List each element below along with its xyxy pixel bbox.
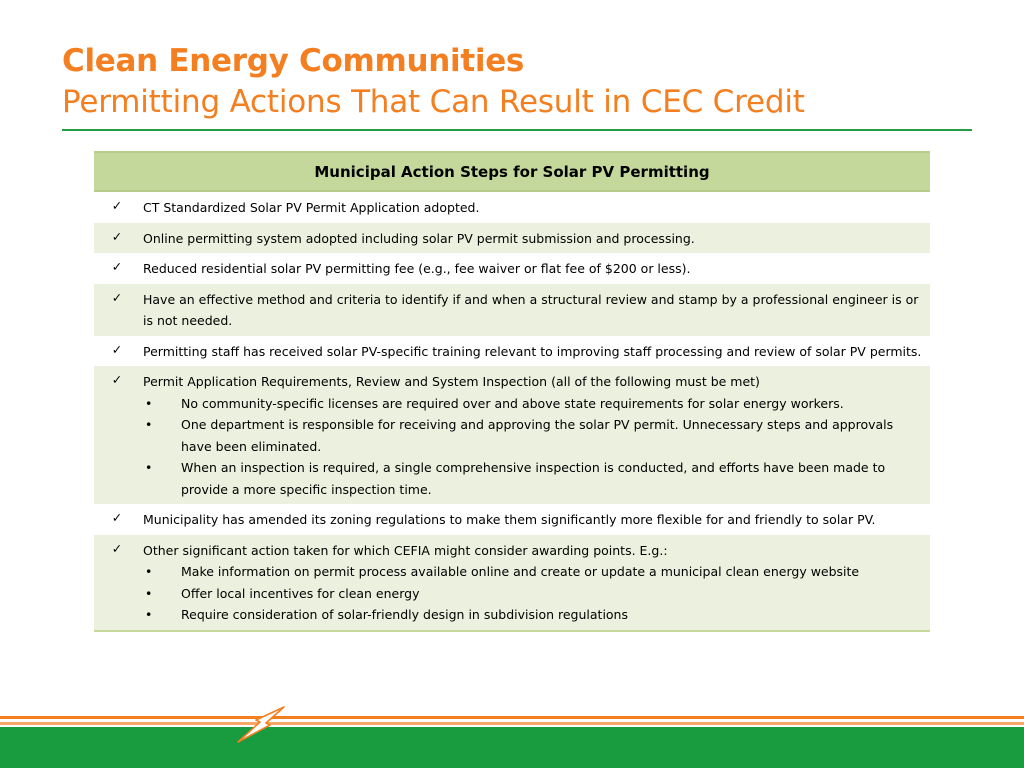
list-item-text: One department is responsible for receiving and approving the solar PV permit. Unnecessary steps and approvals have been eliminated. <box>181 417 894 454</box>
table-row <box>94 223 930 254</box>
footer-bar <box>0 727 1024 768</box>
action-cell <box>140 504 930 535</box>
list-item <box>143 414 924 457</box>
table-row <box>94 535 930 631</box>
sub-requirements-list <box>143 561 924 626</box>
checkmark-icon: ✓ <box>94 284 140 336</box>
checkmark-icon: ✓ <box>94 366 140 504</box>
bullet-icon: • <box>145 417 153 432</box>
checkmark-icon: ✓ <box>94 223 140 254</box>
action-text: Have an effective method and criteria to identify if and when a structural review and stamp by a professional engineer is or is not needed. <box>143 291 919 328</box>
action-steps-table <box>94 151 930 632</box>
lightning-bolt-icon <box>236 706 288 744</box>
table-row <box>94 253 930 284</box>
action-text: Permit Application Requirements, Review and System Inspection (all of the following must be met) <box>143 374 760 389</box>
checkmark-icon: ✓ <box>94 253 140 284</box>
table-row <box>94 284 930 336</box>
checkmark-icon: ✓ <box>94 191 140 223</box>
action-text: Online permitting system adopted including solar PV permit submission and processing. <box>143 230 695 246</box>
action-cell <box>140 223 930 254</box>
list-item-text: When an inspection is required, a single comprehensive inspection is conducted, and efforts have been made to provide a more specific inspection time. <box>181 460 886 497</box>
list-item <box>143 393 924 415</box>
list-item <box>143 561 924 583</box>
action-cell <box>140 535 930 631</box>
table-header: Municipal Action Steps for Solar PV Permitting <box>94 152 930 191</box>
checkmark-icon: ✓ <box>94 535 140 631</box>
bullet-icon: • <box>145 564 153 579</box>
bullet-icon: • <box>145 395 153 411</box>
action-text: CT Standardized Solar PV Permit Application adopted. <box>143 200 480 215</box>
action-text: Municipality has amended its zoning regulations to make them significantly more flexible for and friendly to solar PV. <box>143 512 876 527</box>
checkmark-icon: ✓ <box>94 336 140 367</box>
table-body <box>94 191 930 631</box>
page-subtitle: Permitting Actions That Can Result in CEC Credit <box>62 84 805 120</box>
list-item-text: Require consideration of solar-friendly design in subdivision regulations <box>181 607 628 622</box>
list-item-text: Make information on permit process available online and create or update a municipal clean energy website <box>181 564 860 579</box>
title-block <box>62 40 982 122</box>
bullet-icon: • <box>145 607 153 622</box>
checkmark-icon: ✓ <box>94 504 140 535</box>
action-cell <box>140 366 930 504</box>
list-item <box>143 583 924 605</box>
page-title: Clean Energy Communities <box>62 43 525 79</box>
table-header-row <box>94 152 930 191</box>
table-row <box>94 191 930 223</box>
list-item <box>143 604 924 626</box>
action-text: Reduced residential solar PV permitting fee (e.g., fee waiver or flat fee of $200 or less). <box>143 261 691 276</box>
title-divider <box>62 129 972 131</box>
action-cell <box>140 191 930 223</box>
sub-requirements-list <box>143 393 924 501</box>
action-text: Permitting staff has received solar PV-specific training relevant to improving staff processing and review of solar PV permits. <box>143 343 922 359</box>
table-row <box>94 504 930 535</box>
bullet-icon: • <box>145 460 153 475</box>
list-item <box>143 457 924 500</box>
bullet-icon: • <box>145 585 153 601</box>
action-cell <box>140 253 930 284</box>
table-row <box>94 366 930 504</box>
action-cell <box>140 284 930 336</box>
action-text: Other significant action taken for which CEFIA might consider awarding points. E.g.: <box>143 542 668 558</box>
table-row <box>94 336 930 367</box>
list-item-text: Offer local incentives for clean energy <box>181 585 420 601</box>
action-cell <box>140 336 930 367</box>
list-item-text: No community-specific licenses are required over and above state requirements for solar energy workers. <box>181 395 844 411</box>
